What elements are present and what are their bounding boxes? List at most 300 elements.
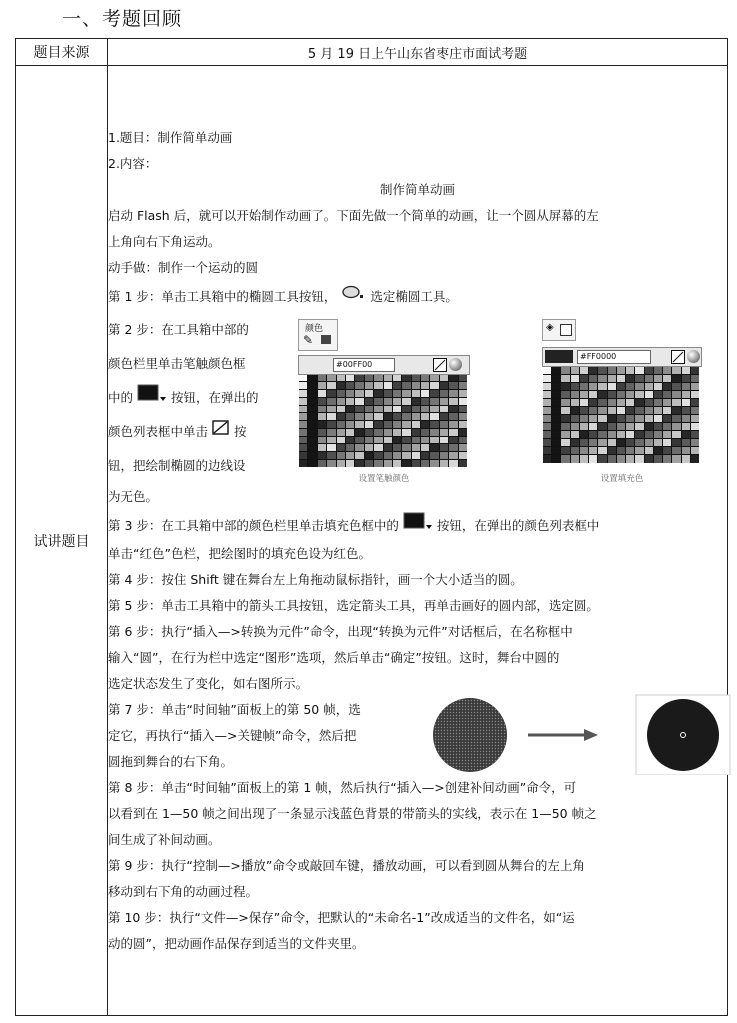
palette-swatch — [552, 383, 560, 390]
color-wheel-icon — [449, 358, 462, 371]
palette-swatch — [598, 455, 606, 462]
palette-swatch — [346, 429, 354, 436]
palette-swatch — [543, 399, 551, 406]
content-line: 2.内容： — [108, 155, 158, 171]
palette-swatch — [543, 431, 551, 438]
palette-swatch — [327, 460, 335, 467]
palette-swatch — [561, 439, 569, 446]
selected-circle-dotted — [433, 698, 507, 772]
palette-swatch — [691, 399, 699, 406]
palette-swatch — [402, 452, 410, 459]
palette-swatch — [365, 444, 373, 451]
intro-line-1: 启动 Flash 后，就可以开始制作动画了。下面先做一个简单的动画，让一个圆从屏幕的左 — [108, 207, 599, 223]
palette-swatch — [635, 455, 643, 462]
palette-swatch — [608, 439, 616, 446]
palette-swatch — [355, 421, 363, 428]
palette-swatch — [337, 382, 345, 389]
palette-swatch — [299, 413, 307, 420]
palette-swatch — [543, 423, 551, 430]
palette-swatch — [421, 460, 429, 467]
palette-swatch — [393, 390, 401, 397]
palette-swatch — [561, 383, 569, 390]
palette-swatch — [318, 429, 326, 436]
palette-swatch — [580, 447, 588, 454]
palette-swatch — [449, 421, 457, 428]
step1 — [108, 281, 727, 313]
palette-swatch — [645, 383, 653, 390]
palette-swatch — [589, 399, 597, 406]
step4-line: 第 4 步：按住 Shift 键在舞台左上角拖动鼠标指针，画一个大小适当的圆。 — [108, 571, 523, 587]
palette-swatch — [654, 439, 662, 446]
hands-on-line: 动手做：制作一个运动的圆 — [108, 259, 259, 275]
palette-swatch — [421, 437, 429, 444]
palette-swatch — [598, 367, 606, 374]
palette-swatch — [608, 391, 616, 398]
palette-swatch — [374, 413, 382, 420]
palette-swatch — [589, 447, 597, 454]
palette-swatch — [682, 407, 690, 414]
palette-swatch — [626, 367, 634, 374]
palette-swatch — [355, 382, 363, 389]
palette-swatch — [682, 423, 690, 430]
palette-swatch — [327, 437, 335, 444]
palette-swatch — [402, 421, 410, 428]
palette-swatch — [645, 439, 653, 446]
palette-swatch — [374, 375, 382, 382]
palette-swatch — [552, 415, 560, 422]
step2-line-3-b: 按钮，在弹出的 — [170, 389, 259, 405]
palette-swatch — [430, 413, 438, 420]
palette-swatch — [365, 421, 373, 428]
palette-swatch — [626, 431, 634, 438]
palette-swatch — [308, 444, 316, 451]
step6-line-1: 第 6 步：执行“插入—>转换为元件”命令，出现“转换为元件”对话框后，在名称框中 — [108, 623, 573, 639]
palette-swatch — [672, 423, 680, 430]
palette-swatch — [412, 460, 420, 467]
palette-swatch — [552, 447, 560, 454]
palette-swatch — [365, 452, 373, 459]
palette-swatch — [374, 444, 382, 451]
palette-swatch — [543, 447, 551, 454]
palette-swatch — [543, 439, 551, 446]
palette-swatch — [654, 431, 662, 438]
palette-swatch — [308, 437, 316, 444]
palette-swatch — [459, 406, 467, 413]
palette-swatch — [626, 399, 634, 406]
palette-swatch — [691, 447, 699, 454]
palette-swatch — [672, 383, 680, 390]
fill-no-color-button-icon — [671, 350, 685, 364]
palette-swatch — [299, 390, 307, 397]
palette-swatch — [327, 375, 335, 382]
palette-swatch — [299, 398, 307, 405]
palette-swatch — [552, 367, 560, 374]
palette-swatch — [589, 367, 597, 374]
palette-swatch — [691, 375, 699, 382]
palette-swatch — [571, 407, 579, 414]
step7-line-3: 圆拖到舞台的右下角。 — [108, 753, 234, 769]
palette-swatch — [635, 399, 643, 406]
palette-swatch — [617, 375, 625, 382]
palette-swatch — [635, 383, 643, 390]
palette-swatch — [393, 375, 401, 382]
palette-swatch — [449, 375, 457, 382]
palette-swatch — [337, 421, 345, 428]
palette-swatch — [412, 413, 420, 420]
palette-swatch — [318, 382, 326, 389]
palette-swatch — [691, 439, 699, 446]
palette-swatch — [449, 413, 457, 420]
palette-swatch — [374, 406, 382, 413]
palette-swatch — [365, 382, 373, 389]
palette-swatch — [654, 415, 662, 422]
palette-swatch — [608, 455, 616, 462]
palette-swatch — [346, 390, 354, 397]
palette-swatch — [440, 437, 448, 444]
palette-swatch — [374, 382, 382, 389]
palette-swatch — [571, 455, 579, 462]
palette-swatch — [645, 399, 653, 406]
palette-swatch — [598, 399, 606, 406]
palette-swatch — [654, 391, 662, 398]
palette-swatch — [393, 437, 401, 444]
step2-line-4 — [108, 415, 286, 449]
topic-line: 1.题目：制作简单动画 — [108, 129, 233, 145]
stroke-swatch-icon — [321, 335, 331, 344]
palette-swatch — [589, 423, 597, 430]
step2-block — [108, 313, 727, 511]
palette-swatch — [459, 421, 467, 428]
palette-swatch — [580, 407, 588, 414]
palette-swatch — [561, 415, 569, 422]
palette-swatch — [402, 390, 410, 397]
content-cell — [108, 66, 728, 1016]
palette-swatch — [393, 413, 401, 420]
palette-swatch — [430, 429, 438, 436]
step3-line-1 — [108, 511, 727, 541]
palette-swatch — [421, 382, 429, 389]
fill-panel-tab — [542, 319, 576, 341]
palette-swatch — [355, 437, 363, 444]
palette-swatch — [608, 399, 616, 406]
palette-swatch — [346, 398, 354, 405]
step10-line-2: 动的圆”，把动画作品保存到适当的文件夹里。 — [108, 935, 365, 951]
palette-swatch — [384, 382, 392, 389]
palette-swatch — [337, 398, 345, 405]
palette-swatch — [571, 439, 579, 446]
palette-swatch — [682, 455, 690, 462]
palette-swatch — [449, 460, 457, 467]
palette-swatch — [626, 447, 634, 454]
palette-swatch — [635, 439, 643, 446]
step7-line-2: 定它，再执行“插入—>关键帧”命令，然后把 — [108, 727, 357, 743]
palette-swatch — [346, 437, 354, 444]
palette-swatch — [440, 390, 448, 397]
palette-swatch — [402, 413, 410, 420]
palette-swatch — [589, 455, 597, 462]
content-row — [16, 66, 728, 1016]
palette-swatch — [308, 382, 316, 389]
palette-swatch — [430, 398, 438, 405]
palette-swatch — [561, 447, 569, 454]
palette-swatch — [691, 423, 699, 430]
palette-swatch — [626, 423, 634, 430]
palette-swatch — [663, 439, 671, 446]
palette-swatch — [459, 398, 467, 405]
palette-swatch — [365, 437, 373, 444]
palette-swatch — [663, 423, 671, 430]
palette-swatch — [552, 391, 560, 398]
fill-color-grid — [543, 367, 699, 463]
step3-line-1-b: 按钮，在弹出的颜色列表框中 — [436, 517, 600, 533]
palette-swatch — [384, 398, 392, 405]
palette-swatch — [617, 415, 625, 422]
palette-swatch — [598, 383, 606, 390]
palette-swatch — [430, 382, 438, 389]
palette-swatch — [459, 429, 467, 436]
palette-swatch — [308, 413, 316, 420]
palette-swatch — [645, 391, 653, 398]
palette-swatch — [552, 407, 560, 414]
palette-swatch — [645, 447, 653, 454]
palette-swatch — [393, 398, 401, 405]
palette-swatch — [552, 431, 560, 438]
palette-swatch — [672, 439, 680, 446]
stroke-palette-panel — [298, 319, 470, 469]
palette-swatch — [308, 421, 316, 428]
step2-line-3 — [108, 381, 286, 415]
palette-swatch — [318, 460, 326, 467]
palette-swatch — [337, 429, 345, 436]
palette-swatch — [654, 399, 662, 406]
palette-swatch — [663, 383, 671, 390]
step1-text-a: 第 1 步：单击工具箱中的椭圆工具按钮， — [108, 288, 337, 304]
fill-figure-caption: 设置填充色 — [600, 473, 644, 484]
palette-swatch — [589, 383, 597, 390]
palette-swatch — [654, 407, 662, 414]
palette-swatch — [663, 431, 671, 438]
step2-line-1: 第 2 步：在工具箱中部的 — [108, 321, 249, 337]
stroke-figure-caption: 设置笔触颜色 — [358, 473, 410, 484]
palette-swatch — [402, 444, 410, 451]
palette-swatch — [543, 407, 551, 414]
palette-swatch — [393, 421, 401, 428]
section-heading: 一、考题回顾 — [62, 8, 183, 30]
palette-swatch — [635, 415, 643, 422]
step3-line-1-a: 第 3 步：在工具箱中部的颜色栏里单击填充色框中的 — [108, 517, 399, 533]
palette-swatch — [598, 391, 606, 398]
fill-current-swatch — [545, 350, 573, 363]
palette-swatch — [346, 460, 354, 467]
palette-swatch — [580, 367, 588, 374]
palette-swatch — [635, 391, 643, 398]
fill-hex-bar — [542, 347, 702, 367]
palette-swatch — [299, 444, 307, 451]
palette-swatch — [299, 375, 307, 382]
palette-swatch — [365, 375, 373, 382]
step8-line-2: 以看到在 1—50 帧之间出现了一条显示浅蓝色背景的带箭头的实线，表示在 1—50 帧之 — [108, 805, 597, 821]
palette-swatch — [608, 447, 616, 454]
palette-swatch — [402, 398, 410, 405]
palette-swatch — [384, 421, 392, 428]
palette-swatch — [318, 398, 326, 405]
palette-swatch — [318, 413, 326, 420]
palette-swatch — [402, 437, 410, 444]
palette-swatch — [327, 382, 335, 389]
palette-swatch — [384, 444, 392, 451]
palette-swatch — [682, 447, 690, 454]
palette-swatch — [608, 415, 616, 422]
palette-swatch — [421, 375, 429, 382]
palette-swatch — [635, 431, 643, 438]
palette-swatch — [384, 452, 392, 459]
step7-text — [108, 697, 404, 775]
palette-swatch — [617, 447, 625, 454]
palette-swatch — [308, 452, 316, 459]
palette-swatch — [663, 447, 671, 454]
palette-swatch — [682, 439, 690, 446]
palette-swatch — [308, 406, 316, 413]
step8-line-3: 间生成了补间动画。 — [108, 831, 221, 847]
palette-swatch — [580, 391, 588, 398]
lesson-title: 制作简单动画 — [379, 181, 455, 197]
exam-table — [15, 38, 728, 1016]
palette-swatch — [645, 431, 653, 438]
palette-swatch — [440, 429, 448, 436]
palette-swatch — [672, 415, 680, 422]
palette-swatch — [571, 367, 579, 374]
palette-swatch — [299, 421, 307, 428]
palette-swatch — [384, 406, 392, 413]
palette-swatch — [393, 382, 401, 389]
palette-swatch — [663, 391, 671, 398]
palette-swatch — [327, 413, 335, 420]
fill-color-figure — [542, 313, 702, 511]
palette-swatch — [412, 421, 420, 428]
stroke-panel-title: 颜色 — [305, 323, 324, 334]
palette-swatch — [374, 398, 382, 405]
palette-swatch — [327, 421, 335, 428]
palette-swatch — [617, 431, 625, 438]
palette-swatch — [327, 406, 335, 413]
palette-swatch — [580, 375, 588, 382]
palette-swatch — [672, 399, 680, 406]
palette-swatch — [421, 452, 429, 459]
fill-swatch-icon — [560, 324, 572, 336]
palette-swatch — [561, 375, 569, 382]
palette-swatch — [318, 390, 326, 397]
stroke-hex-field: #00FF00 — [333, 358, 395, 372]
palette-swatch — [580, 431, 588, 438]
palette-swatch — [318, 437, 326, 444]
palette-swatch — [561, 391, 569, 398]
palette-swatch — [626, 415, 634, 422]
palette-swatch — [440, 375, 448, 382]
palette-swatch — [691, 383, 699, 390]
palette-swatch — [337, 413, 345, 420]
palette-swatch — [346, 382, 354, 389]
palette-swatch — [459, 390, 467, 397]
palette-swatch — [355, 406, 363, 413]
palette-swatch — [580, 423, 588, 430]
source-row — [16, 39, 728, 66]
palette-swatch — [543, 415, 551, 422]
step2-line-5: 钮，把绘制椭圆的边线设 — [108, 457, 246, 473]
palette-swatch — [589, 407, 597, 414]
palette-swatch — [589, 415, 597, 422]
palette-swatch — [355, 390, 363, 397]
palette-swatch — [571, 415, 579, 422]
palette-swatch — [346, 375, 354, 382]
palette-swatch — [412, 390, 420, 397]
palette-swatch — [421, 398, 429, 405]
palette-swatch — [374, 429, 382, 436]
fill-color-box-icon — [403, 511, 433, 541]
step1-text-b: 选定椭圆工具。 — [370, 288, 458, 304]
palette-swatch — [682, 399, 690, 406]
palette-swatch — [598, 431, 606, 438]
palette-swatch — [337, 375, 345, 382]
palette-swatch — [635, 375, 643, 382]
palette-swatch — [682, 415, 690, 422]
palette-swatch — [682, 367, 690, 374]
palette-swatch — [384, 390, 392, 397]
palette-swatch — [654, 383, 662, 390]
palette-swatch — [449, 429, 457, 436]
palette-swatch — [672, 431, 680, 438]
palette-swatch — [337, 452, 345, 459]
palette-swatch — [663, 367, 671, 374]
step9-line-1: 第 9 步：执行“控制—>播放”命令或敲回车键，播放动画，可以看到圆从舞台的左上角 — [108, 857, 585, 873]
stroke-color-grid — [299, 375, 467, 467]
palette-swatch — [617, 439, 625, 446]
palette-swatch — [384, 375, 392, 382]
palette-swatch — [561, 455, 569, 462]
palette-swatch — [402, 429, 410, 436]
palette-swatch — [412, 437, 420, 444]
palette-swatch — [626, 455, 634, 462]
palette-swatch — [589, 431, 597, 438]
step2-line-4-b: 按 — [233, 423, 247, 439]
palette-swatch — [561, 423, 569, 430]
palette-swatch — [654, 455, 662, 462]
palette-swatch — [299, 460, 307, 467]
palette-swatch — [626, 383, 634, 390]
palette-swatch — [365, 406, 373, 413]
palette-swatch — [384, 429, 392, 436]
palette-swatch — [617, 367, 625, 374]
palette-swatch — [365, 413, 373, 420]
palette-swatch — [645, 415, 653, 422]
palette-swatch — [580, 439, 588, 446]
palette-swatch — [355, 413, 363, 420]
palette-swatch — [337, 406, 345, 413]
oval-tool-icon — [340, 281, 366, 313]
palette-swatch — [412, 444, 420, 451]
palette-swatch — [459, 375, 467, 382]
palette-swatch — [645, 407, 653, 414]
palette-swatch — [608, 367, 616, 374]
step2-line-6: 为无色。 — [108, 488, 159, 504]
palette-swatch — [663, 399, 671, 406]
palette-swatch — [672, 447, 680, 454]
palette-swatch — [449, 444, 457, 451]
palette-swatch — [355, 398, 363, 405]
palette-swatch — [412, 452, 420, 459]
palette-swatch — [337, 390, 345, 397]
palette-swatch — [459, 382, 467, 389]
palette-swatch — [299, 382, 307, 389]
